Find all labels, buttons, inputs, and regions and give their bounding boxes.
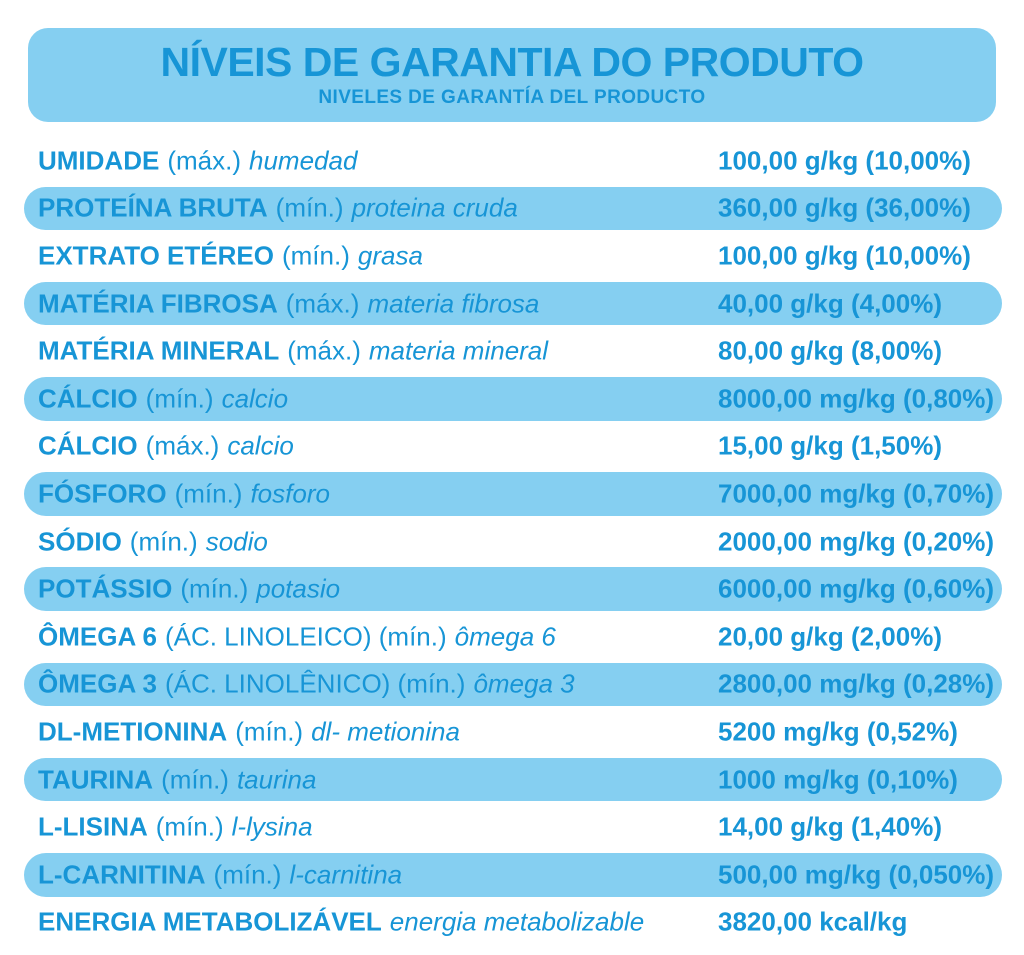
table-row [0,899,1024,947]
nutrient-translation: dl- metionina [311,716,460,747]
table-row [0,518,1024,566]
table-row [0,137,1024,185]
table-row [0,565,1024,613]
nutrient-label [38,526,268,557]
nutrient-value: 2000,00 mg/kg (0,20%) [718,526,995,557]
nutrient-name: EXTRATO ETÉREO [38,240,274,271]
nutrient-name: TAURINA [38,764,154,795]
nutrient-name: MATÉRIA MINERAL [38,335,280,366]
table-row [0,613,1024,661]
nutrient-label [38,574,340,605]
nutrient-label [38,383,288,414]
nutrient-qualifier: (ÁC. LINOLEICO) (mín.) [164,621,447,652]
table-row [0,232,1024,280]
nutrient-qualifier: (mín.) [155,811,224,842]
nutrient-translation: materia fibrosa [367,288,540,319]
nutrient-name: ÔMEGA 6 [38,621,157,652]
nutrient-label [38,145,357,176]
nutrient-name: L-CARNITINA [38,859,206,890]
table-row [0,851,1024,899]
nutrient-value: 1000 mg/kg (0,10%) [718,764,958,795]
nutrient-qualifier: (mín.) [174,478,243,509]
nutrient-translation: ômega 3 [473,668,575,699]
nutrient-translation: proteina cruda [351,192,518,223]
nutrient-name: SÓDIO [38,526,122,557]
nutrient-value: 6000,00 mg/kg (0,60%) [718,573,995,604]
nutrient-value: 360,00 g/kg (36,00%) [718,192,971,223]
nutrient-value: 7000,00 mg/kg (0,70%) [718,478,995,509]
nutrient-translation: fosforo [250,478,330,509]
nutrient-qualifier: (mín.) [235,716,304,747]
nutrient-translation: taurina [236,764,317,795]
nutrient-translation: materia mineral [368,335,549,366]
nutrient-translation: grasa [357,240,423,271]
nutrient-translation: humedad [249,145,358,176]
nutrient-label [38,669,575,700]
nutrient-translation: calcio [221,383,289,414]
header-band [28,28,996,122]
table-row [0,327,1024,375]
nutrient-translation: energia metabolizable [389,906,645,937]
nutrient-name: L-LISINA [38,811,148,842]
nutrient-translation: l-lysina [231,811,313,842]
nutrient-label [38,764,316,795]
nutrient-value: 500,00 mg/kg (0,050%) [718,859,995,890]
nutrient-name: FÓSFORO [38,478,167,509]
nutrient-qualifier: (mín.) [281,240,350,271]
nutrient-translation: potasio [256,573,341,604]
nutrient-value: 5200 mg/kg (0,52%) [718,716,958,747]
nutrient-label [38,193,518,224]
guarantee-table [0,137,1024,946]
nutrient-value: 80,00 g/kg (8,00%) [718,335,942,366]
nutrient-label [38,288,539,319]
nutrient-name: CÁLCIO [38,383,138,414]
table-row [0,470,1024,518]
nutrient-translation: calcio [227,430,294,461]
table-row [0,280,1024,328]
nutrient-label [38,812,313,843]
nutrient-name: PROTEÍNA BRUTA [38,192,268,223]
nutrient-value: 2800,00 mg/kg (0,28%) [718,668,995,699]
nutrient-qualifier: (máx.) [145,430,220,461]
nutrient-name: ÔMEGA 3 [38,668,157,699]
nutrient-name: UMIDADE [38,145,160,176]
nutrient-value: 40,00 g/kg (4,00%) [718,288,942,319]
table-row [0,708,1024,756]
table-row [0,375,1024,423]
nutrient-name: DL-METIONINA [38,716,228,747]
table-row [0,756,1024,804]
nutrient-name: CÁLCIO [38,430,138,461]
nutrient-qualifier: (ÁC. LINOLÊNICO) (mín.) [164,668,466,699]
nutrient-name: MATÉRIA FIBROSA [38,288,278,319]
nutrient-qualifier: (máx.) [167,145,242,176]
nutrient-value: 8000,00 mg/kg (0,80%) [718,383,995,414]
nutrient-value: 100,00 g/kg (10,00%) [718,240,971,271]
nutrient-name: POTÁSSIO [38,573,173,604]
nutrient-label [38,859,402,890]
table-row [0,803,1024,851]
nutrient-qualifier: (mín.) [129,526,198,557]
table-row [0,423,1024,471]
nutrient-name: ENERGIA METABOLIZÁVEL [38,906,382,937]
nutrient-value: 3820,00 kcal/kg [718,906,908,937]
nutrient-label [38,478,330,509]
page-title: NÍVEIS DE GARANTIA DO PRODUTO [160,38,864,85]
nutrient-label [38,716,460,747]
nutrient-label [38,240,423,271]
nutrient-qualifier: (máx.) [287,335,361,366]
table-row [0,661,1024,709]
nutrient-translation: l-carnitina [289,859,403,890]
nutrient-qualifier: (mín.) [275,192,344,223]
table-row [0,185,1024,233]
nutrient-qualifier: (máx.) [285,288,360,319]
nutrient-label [38,907,644,938]
nutrient-qualifier: (mín.) [161,764,229,795]
nutrient-label [38,336,548,367]
nutrient-qualifier: (mín.) [180,573,249,604]
nutrient-label [38,431,294,462]
nutrient-qualifier: (mín.) [213,859,282,890]
nutrient-value: 15,00 g/kg (1,50%) [718,430,942,461]
nutrient-label [38,621,556,652]
page-subtitle: NIVELES DE GARANTÍA DEL PRODUCTO [318,87,706,109]
nutrient-value: 100,00 g/kg (10,00%) [718,145,971,176]
nutrient-translation: ômega 6 [454,621,556,652]
nutrient-translation: sodio [205,526,268,557]
nutrient-value: 14,00 g/kg (1,40%) [718,811,942,842]
nutrient-value: 20,00 g/kg (2,00%) [718,621,942,652]
nutrient-qualifier: (mín.) [145,383,214,414]
